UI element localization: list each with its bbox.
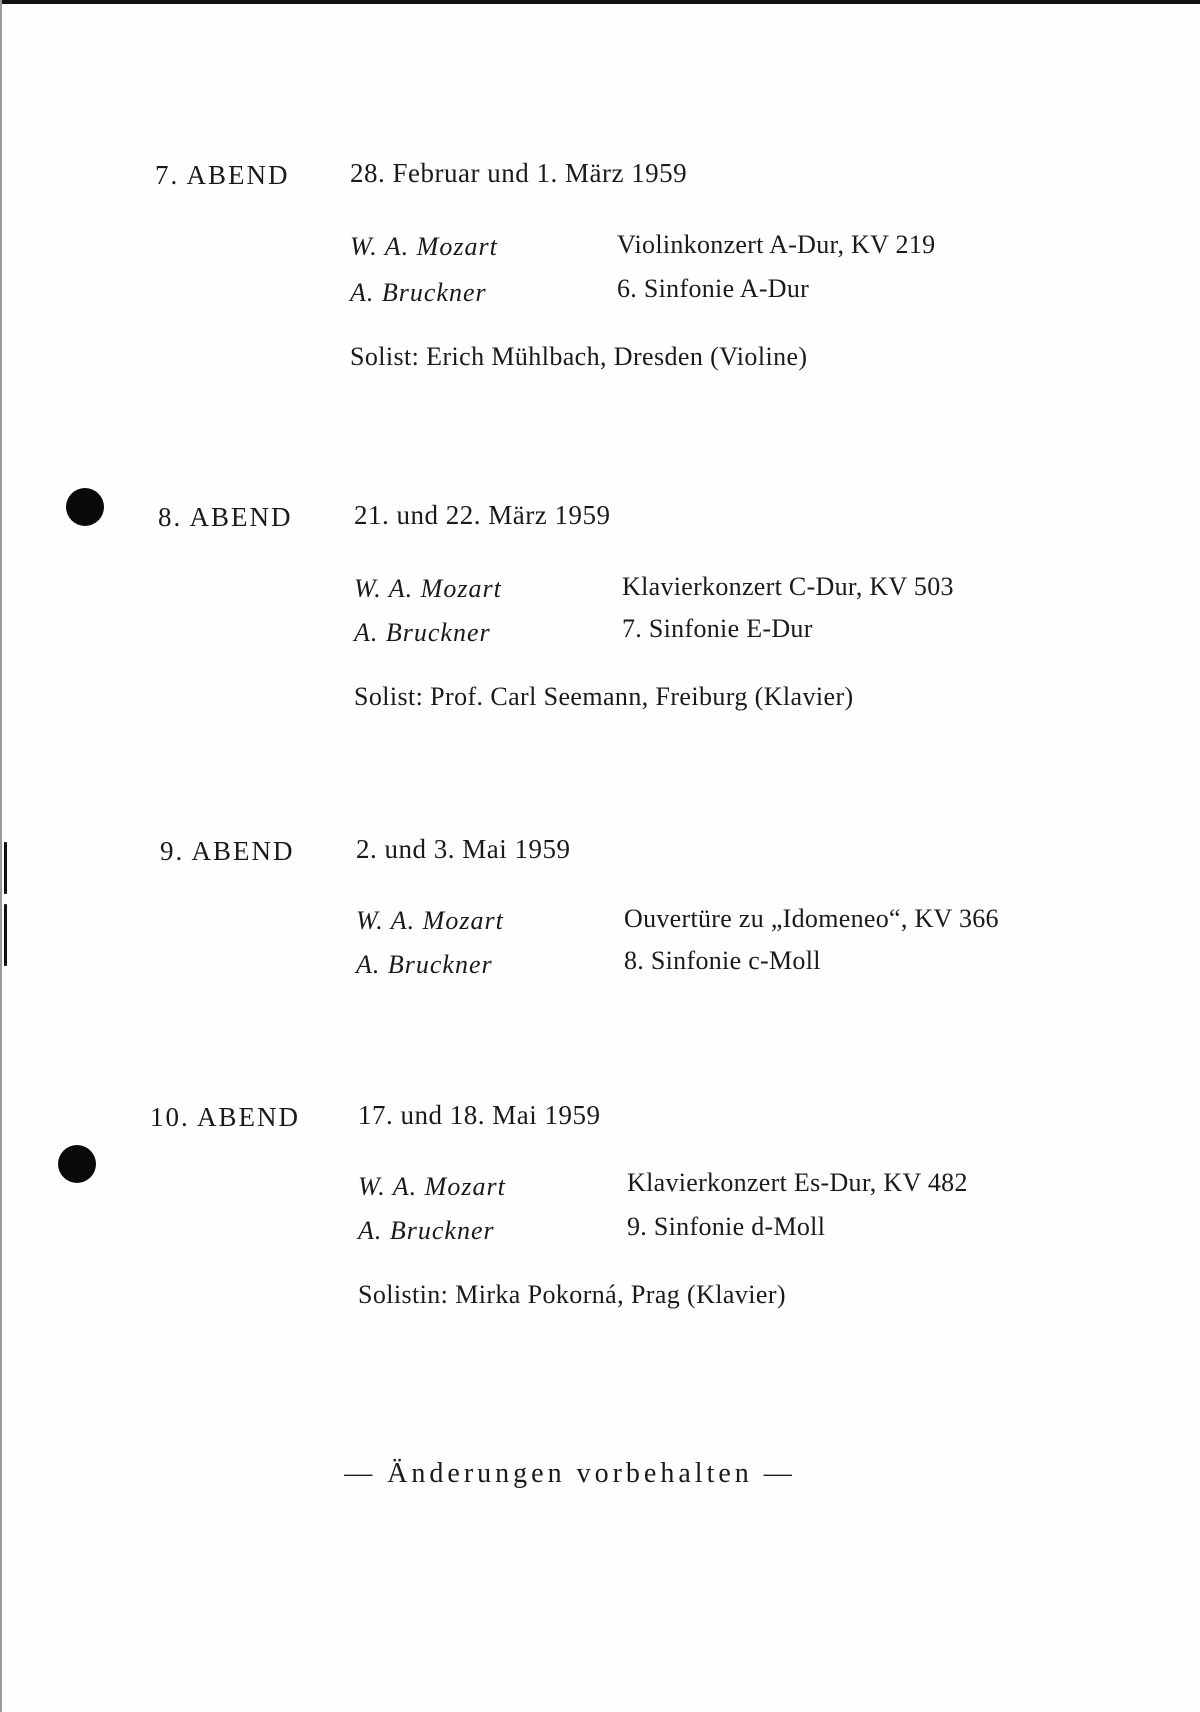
composer-name: A. Bruckner [356,950,493,979]
soloist-line: Solist: Prof. Carl Seemann, Freiburg (Klavier) [354,682,854,711]
evening-date: 21. und 22. März 1959 [354,500,611,530]
punch-hole-upper [66,488,104,526]
composer-name: W. A. Mozart [356,906,504,935]
evening-label: 7. ABEND [155,160,290,190]
evening-label: 9. ABEND [160,836,295,866]
soloist-line: Solistin: Mirka Pokorná, Prag (Klavier) [358,1280,786,1309]
work-title: Ouvertüre zu „Idomeneo“, KV 366 [624,904,999,933]
evening-date: 17. und 18. Mai 1959 [358,1100,601,1130]
work-title: 7. Sinfonie E-Dur [622,614,813,643]
evening-label: 8. ABEND [158,502,293,532]
evening-label: 10. ABEND [150,1102,301,1132]
work-title: 8. Sinfonie c-Moll [624,946,821,975]
composer-name: A. Bruckner [354,618,491,647]
work-title: Klavierkonzert Es-Dur, KV 482 [627,1168,968,1197]
changes-reserved-note: — Änderungen vorbehalten — [344,1458,796,1489]
work-title: 9. Sinfonie d-Moll [627,1212,826,1241]
work-title: 6. Sinfonie A-Dur [617,274,810,303]
punch-hole-lower [58,1145,96,1183]
left-edge-rule [0,0,2,1712]
composer-name: W. A. Mozart [350,232,498,261]
composer-name: A. Bruckner [350,278,487,307]
composer-name: W. A. Mozart [358,1172,506,1201]
binder-mark-lower [4,904,7,966]
composer-name: W. A. Mozart [354,574,502,603]
work-title: Klavierkonzert C-Dur, KV 503 [622,572,954,601]
composer-name: A. Bruckner [358,1216,495,1245]
evening-date: 28. Februar und 1. März 1959 [350,158,688,188]
top-edge-rule [0,0,1200,4]
evening-date: 2. und 3. Mai 1959 [356,834,571,864]
soloist-line: Solist: Erich Mühlbach, Dresden (Violine) [350,342,808,371]
binder-mark-upper [4,842,7,894]
work-title: Violinkonzert A-Dur, KV 219 [617,230,936,259]
